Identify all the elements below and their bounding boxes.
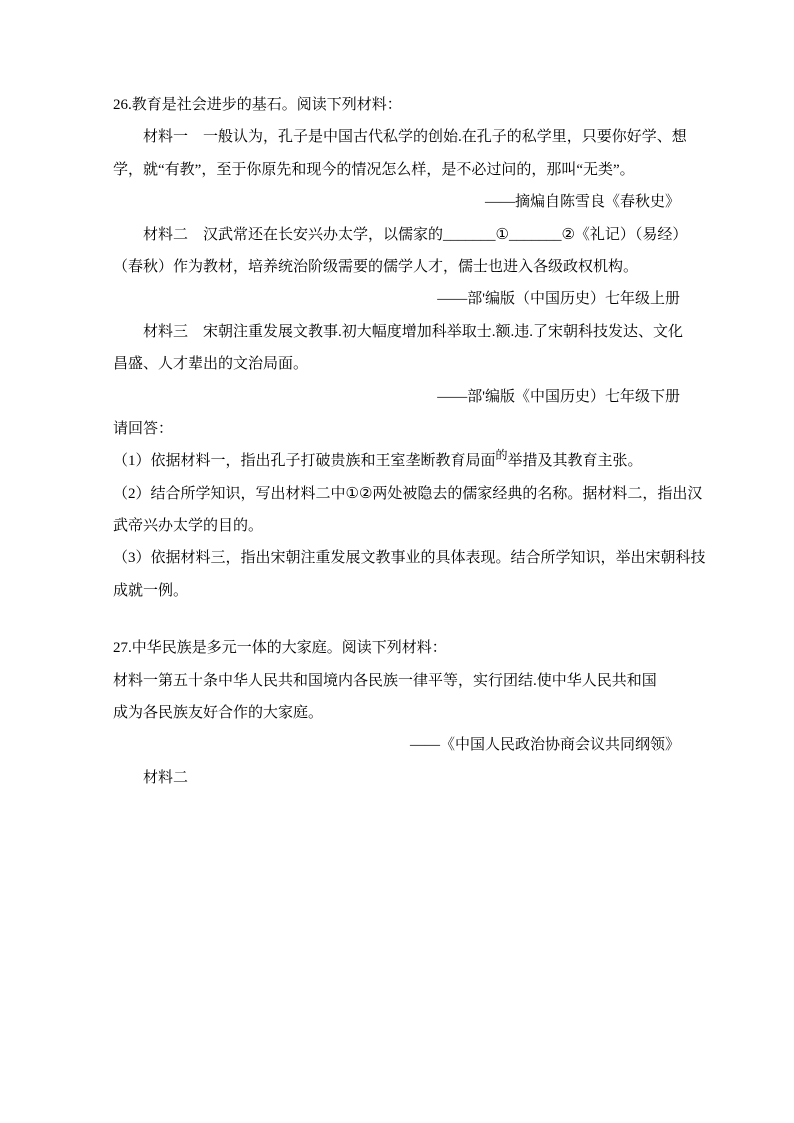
- q26-material3-line1: 材料三 宋朝注重发展文教事.初大幅度增加科举取士.额.违.了宋朝科技发达、文化: [143, 323, 684, 340]
- q26-question-2-line1: （2）结合所学知识，写出材料二中①②两处被隐去的儒家经典的名称。据材料二，指出汉: [113, 485, 703, 502]
- q26-material1-line2: 学，就“有教”，至于你原先和现今的情况怎么样，是不必过问的，那叫“无类”。: [113, 161, 635, 178]
- q26-answer-prompt: 请回答：: [113, 420, 174, 437]
- q26-material1-source: ——摘煸自陈雪良《春秋史》: [484, 194, 680, 211]
- q27-heading: 27.中华民族是多元一体的大家庭。阅读下列材料：: [113, 640, 447, 657]
- q26-question-1: [113, 445, 680, 477]
- q26-material3-source: ——部'编版《中国历史）七年级下册: [437, 388, 680, 405]
- q26-material1-line1: 材料一 一般认为，孔子是中国古代私学的创始.在孔子的私学里，只要你好学、想: [143, 129, 687, 146]
- q26-material2-source: ——部'编版（中国历史）七年级上册: [437, 291, 680, 308]
- q26-material3-line2: 昌盛、人才辈出的文治局面。: [113, 356, 309, 373]
- question-27-block: [113, 632, 680, 794]
- q26-question-3-line2: 成就一例。: [113, 582, 189, 599]
- page-content: [113, 89, 706, 794]
- section-gap: [113, 607, 680, 632]
- question-26-block: [113, 89, 706, 607]
- q26-heading: 26.教育是社会进步的基石。阅读下列材料：: [113, 97, 402, 113]
- q27-material1-line1: 材料一第五十条中华人民共和国境内各民族一律平等，实行团结.使中华人民共和国: [113, 672, 657, 689]
- q27-material2-label: 材料二: [143, 769, 189, 786]
- q26-question-3-line1: （3）依据材料三，指出宋朝注重发展文教事业的具体表现。结合所学知识，举出宋朝科技: [113, 550, 706, 567]
- q27-material1-source: ——《中国人民政治协商会议共同纲领》: [409, 737, 680, 754]
- q26-material2-line2: （春秋）作为教材，培养统治阶级需要的儒学人才，儒士也进入各级政权机构。: [113, 258, 639, 275]
- q26-question-2-line2: 武帝兴办太学的目的。: [113, 518, 264, 535]
- q26-question-1-text-before: （1）依据材料一，指出孔子打破贵族和王室垄断教育局面: [113, 453, 496, 470]
- q26-question-1-superscript: 的: [495, 448, 508, 463]
- q26-material2-line1: 材料二 汉武常还在长安兴办太学，以儒家的_______①_______②《礼记）（易经）: [143, 226, 688, 243]
- q27-material1-line2: 成为各民族友好合作的大家庭。: [113, 705, 324, 722]
- q26-question-1-text-after: 举措及其教育主张。: [507, 453, 643, 470]
